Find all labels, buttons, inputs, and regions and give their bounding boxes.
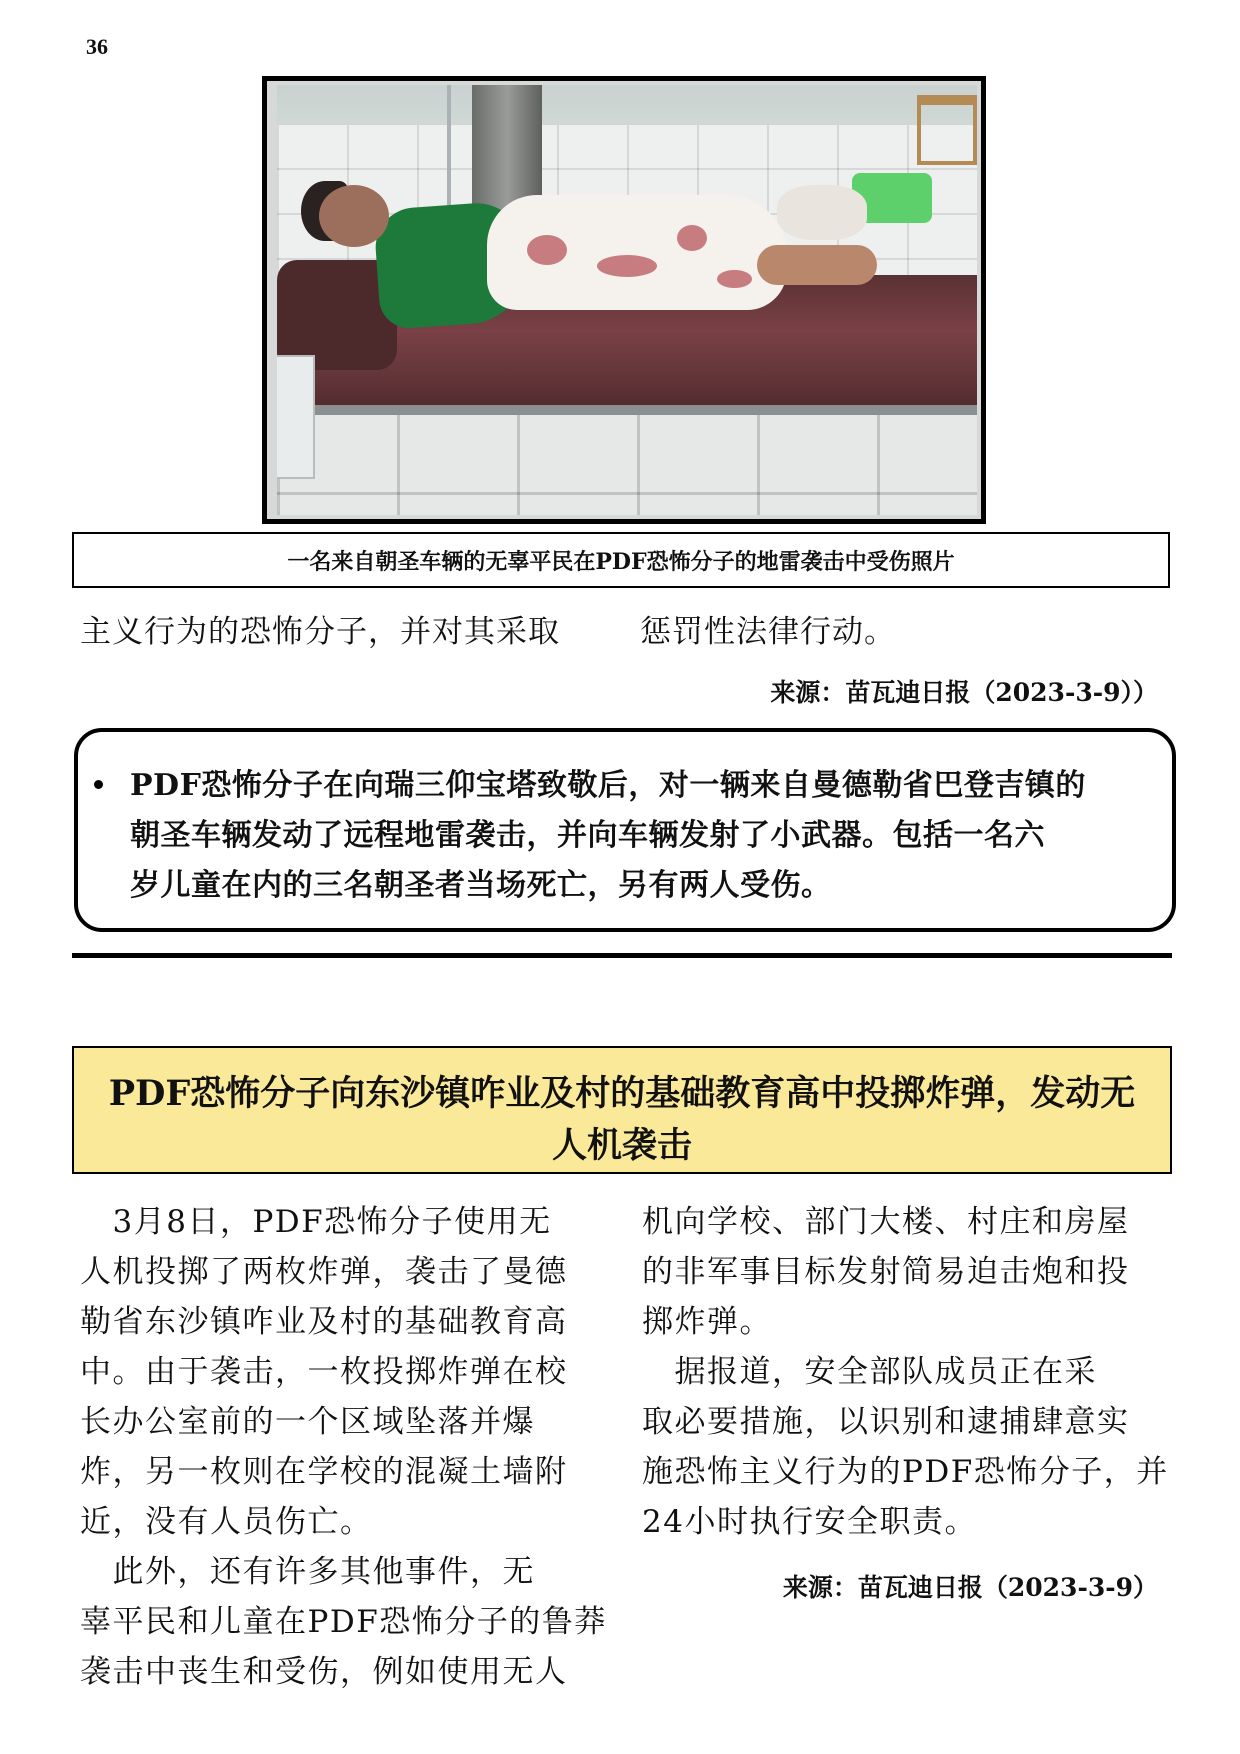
headline-line-2: 人机袭击 <box>551 1125 692 1166</box>
bullet-line: 朝圣车辆发动了远程地雷袭击，并向车辆发射了小武器。包括一名六 <box>130 818 1045 853</box>
bullet-icon <box>94 780 103 789</box>
source-note-2: 来源：苗瓦迪日报（2023-3-9） <box>782 1573 1158 1602</box>
injured-civilian-photo <box>262 76 986 524</box>
headline-line-1: PDF恐怖分子向东沙镇咋业及村的基础教育高中投掷炸弹，发动无 <box>108 1073 1136 1114</box>
photo-caption: 一名来自朝圣车辆的无辜平民在PDF恐怖分子的地雷袭击中受伤照片 <box>72 532 1170 588</box>
article-line: 近，没有人员伤亡。 <box>80 1504 373 1540</box>
section-divider <box>72 953 1172 958</box>
continuation-text-left: 主义行为的恐怖分子，并对其采取 <box>80 614 560 650</box>
article-line: 掷炸弹。 <box>642 1304 772 1340</box>
article-line: 机向学校、部门大楼、村庄和房屋 <box>642 1204 1130 1240</box>
article-line: 炸，另一枚则在学校的混凝土墙附 <box>80 1454 568 1490</box>
article-line: 的非军事目标发射简易迫击炮和投 <box>642 1254 1130 1290</box>
page-number: 36 <box>86 34 108 59</box>
continuation-text-right: 惩罚性法律行动。 <box>640 614 896 650</box>
article-line: 此外，还有许多其他事件，无 <box>80 1554 535 1590</box>
article-headline <box>72 1046 1172 1174</box>
source-note-1: 来源：苗瓦迪日报（2023-3-9）） <box>770 678 1158 707</box>
article-line: 取必要措施，以识别和逮捕肆意实 <box>642 1404 1130 1440</box>
article-line: 施恐怖主义行为的PDF恐怖分子，并 <box>642 1454 1169 1490</box>
article-line: 长办公室前的一个区域坠落并爆 <box>80 1404 535 1440</box>
bullet-line: PDF恐怖分子在向瑞三仰宝塔致敬后，对一辆来自曼德勒省巴登吉镇的 <box>130 768 1086 803</box>
article-line: 3月8日，PDF恐怖分子使用无 <box>80 1204 552 1240</box>
article-line: 辜平民和儿童在PDF恐怖分子的鲁莽 <box>80 1604 607 1640</box>
article-line: 人机投掷了两枚炸弹，袭击了曼德 <box>80 1254 568 1290</box>
article-line: 中。由于袭击，一枚投掷炸弹在校 <box>80 1354 568 1390</box>
article-line: 24小时执行安全职责。 <box>642 1504 977 1540</box>
article-line: 袭击中丧生和受伤，例如使用无人 <box>80 1654 568 1690</box>
bullet-line: 岁儿童在内的三名朝圣者当场死亡，另有两人受伤。 <box>130 868 832 903</box>
article-line: 据报道，安全部队成员正在采 <box>642 1354 1097 1390</box>
article-line: 勒省东沙镇咋业及村的基础教育高 <box>80 1304 568 1340</box>
